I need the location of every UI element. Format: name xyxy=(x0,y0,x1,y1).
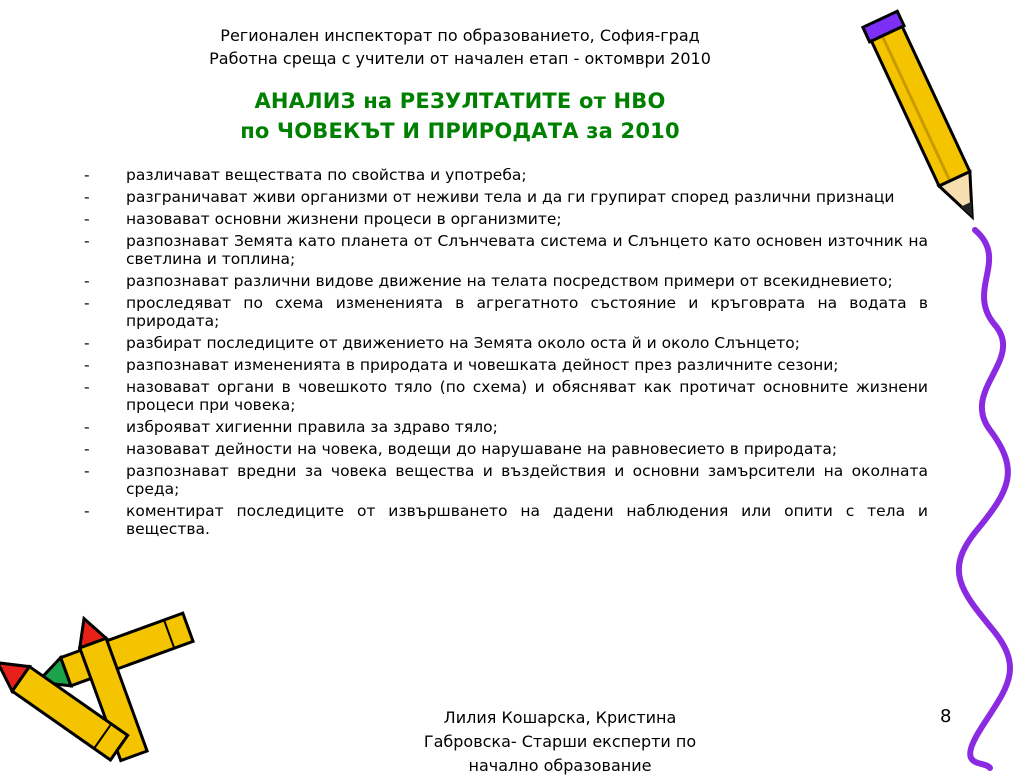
bullet-dash: - xyxy=(84,272,90,290)
list-item-text: разпознават различни видове движение на телата посредством примери от всекидневието; xyxy=(126,272,893,290)
bullet-dash: - xyxy=(84,188,90,206)
squiggle-line-icon xyxy=(955,230,1015,768)
header-line-1: Регионален инспекторат по образованието, София-град xyxy=(220,26,700,45)
list-item-text: назовават органи в човешкото тяло (по схема) и обясняват как протичат основните жизнени процеси при човека; xyxy=(126,378,928,414)
list-item xyxy=(82,462,928,498)
bullet-dash: - xyxy=(84,334,90,352)
page-number: 8 xyxy=(940,706,952,727)
list-item xyxy=(82,356,928,374)
list-item xyxy=(82,166,928,184)
list-item-text: назовават основни жизнени процеси в организмите; xyxy=(126,210,562,228)
outcomes-list xyxy=(82,166,928,542)
bullet-dash: - xyxy=(84,232,90,250)
list-item-text: разпознават вредни за човека вещества и въздействия и основни замърсители на околната среда; xyxy=(126,462,928,498)
bullet-dash: - xyxy=(84,166,90,184)
list-item xyxy=(82,378,928,414)
list-item xyxy=(82,440,928,458)
list-item xyxy=(82,232,928,268)
list-item xyxy=(82,210,928,228)
list-item-text: разграничават живи организми от неживи тела и да ги групират според различни признаци xyxy=(126,188,895,206)
crayons-bottom-left-icon xyxy=(0,600,210,768)
title-line-1: АНАЛИЗ на РЕЗУЛТАТИТЕ от НВО xyxy=(254,89,666,113)
bullet-dash: - xyxy=(84,502,90,520)
list-item xyxy=(82,294,928,330)
list-item xyxy=(82,272,928,290)
list-item xyxy=(82,418,928,436)
pencil-top-right-icon xyxy=(860,4,1000,244)
bullet-dash: - xyxy=(84,294,90,312)
footer-line-2: Габровска- Старши експерти по xyxy=(423,732,697,751)
list-item-text: коментират последиците от извършването на дадени наблюдения или опити с тела и вещества. xyxy=(126,502,928,538)
slide-footer xyxy=(395,706,725,778)
list-item-text: различават веществата по свойства и употреба; xyxy=(126,166,527,184)
footer-line-1: Лилия Кошарска, Кристина xyxy=(443,708,677,727)
list-item-text: изброяват хигиенни правила за здраво тяло; xyxy=(126,418,498,436)
bullet-dash: - xyxy=(84,462,90,480)
slide-header xyxy=(170,24,750,70)
footer-line-3: начално образование xyxy=(468,756,652,775)
header-line-2: Работна среща с учители от начален етап - октомври 2010 xyxy=(209,49,711,68)
list-item-text: назовават дейности на човека, водещи до нарушаване на равновесието в природата; xyxy=(126,440,838,458)
bullet-dash: - xyxy=(84,378,90,396)
list-item xyxy=(82,502,928,538)
list-item-text: проследяват по схема измененията в агрегатното състояние и кръговрата на водата в природата; xyxy=(126,294,928,330)
bullet-dash: - xyxy=(84,356,90,374)
bullet-dash: - xyxy=(84,440,90,458)
list-item-text: разбират последиците от движението на Земята около оста й и около Слънцето; xyxy=(126,334,800,352)
list-item xyxy=(82,188,928,206)
bullet-dash: - xyxy=(84,210,90,228)
list-item-text: разпознават измененията в природата и човешката дейност през различните сезони; xyxy=(126,356,839,374)
bullet-dash: - xyxy=(84,418,90,436)
title-line-2: по ЧОВЕКЪТ И ПРИРОДАТА за 2010 xyxy=(240,119,680,143)
list-item xyxy=(82,334,928,352)
list-item-text: разпознават Земята като планета от Слънчевата система и Слънцето като основен източник на светлина и топлина; xyxy=(126,232,928,268)
slide-title xyxy=(170,86,750,146)
